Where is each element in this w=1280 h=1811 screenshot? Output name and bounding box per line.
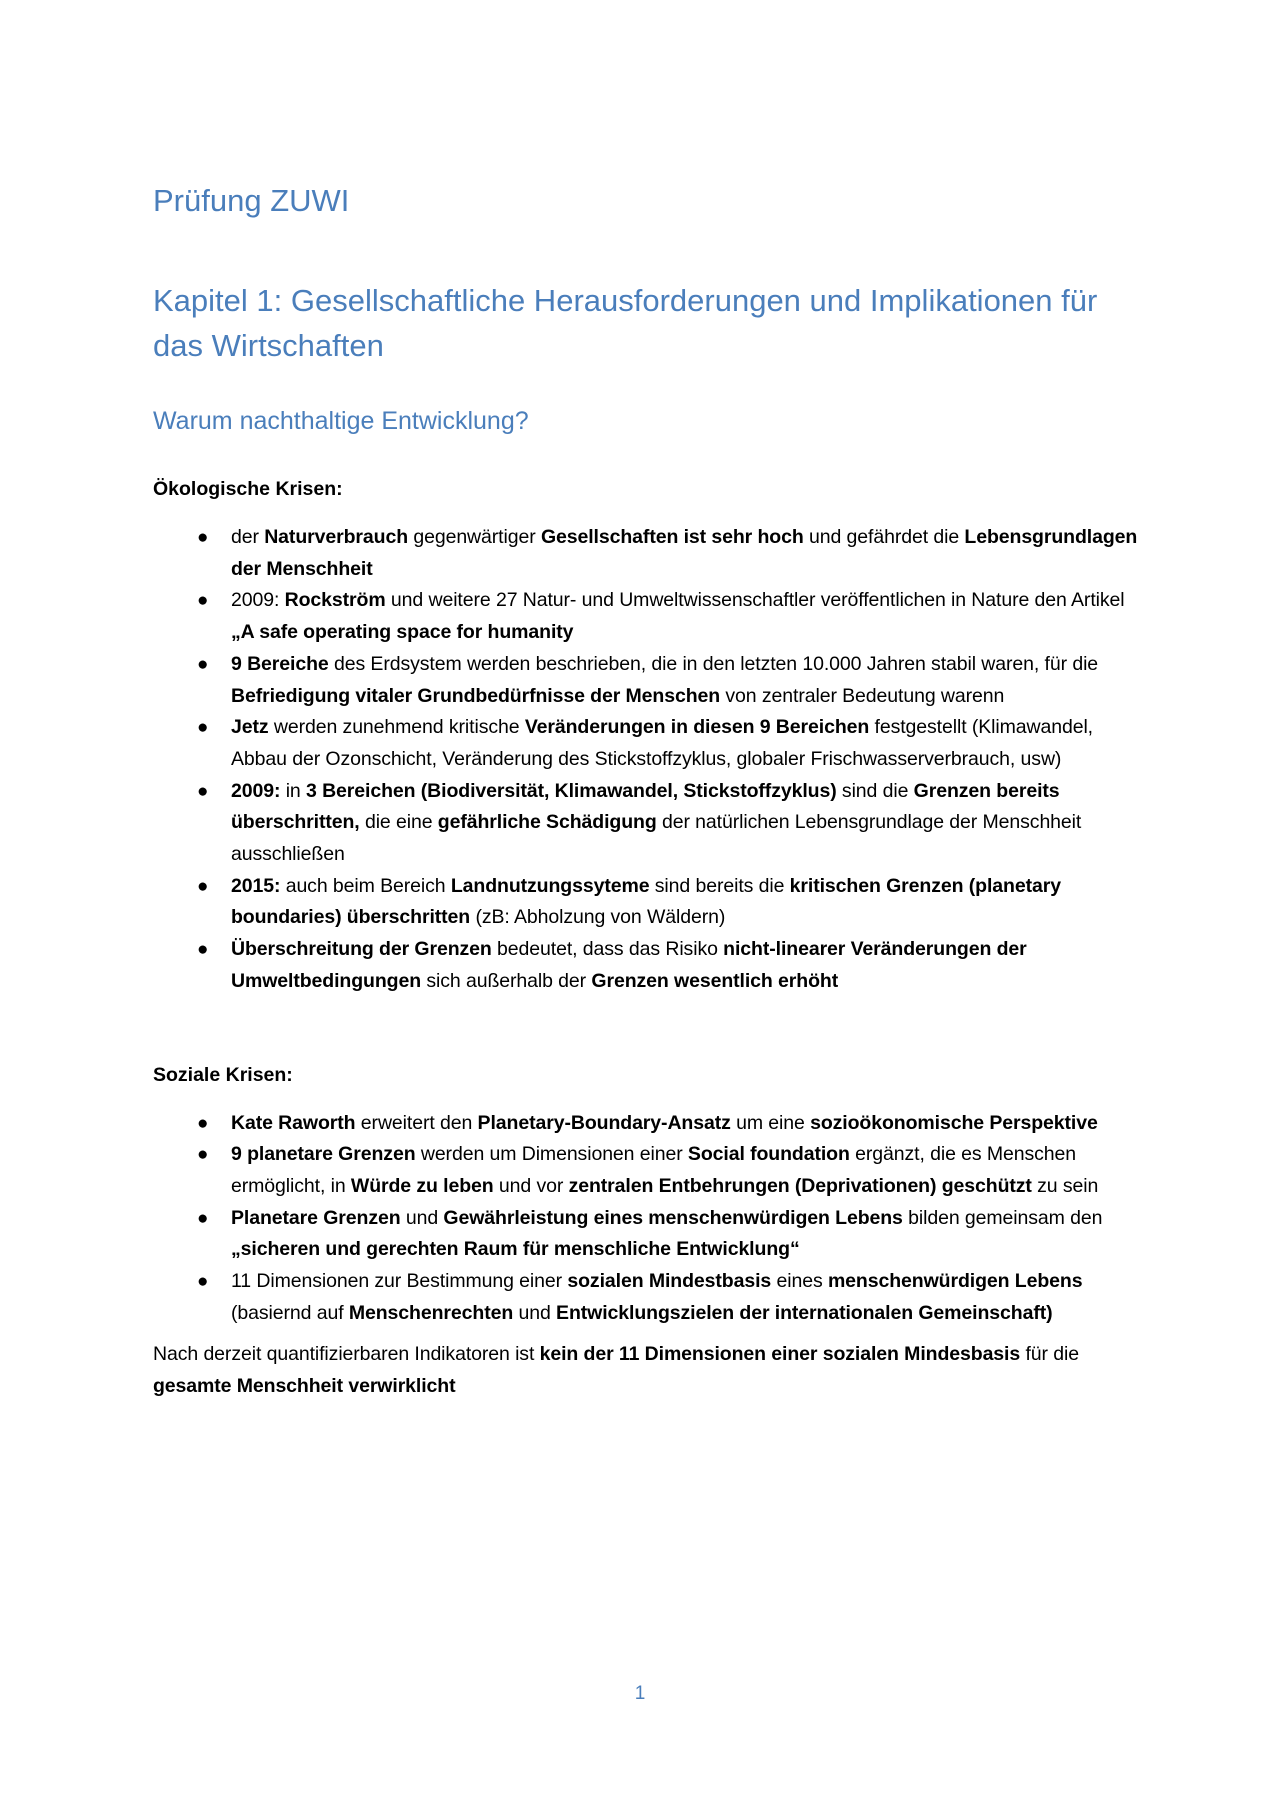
text-run: (basiernd auf — [231, 1301, 349, 1324]
bold-text: Veränderungen in diesen 9 Bereichen — [524, 716, 870, 739]
bold-text: Entwicklungszielen der internationalen Gemeinschaft) — [556, 1301, 1053, 1324]
bold-text: menschenwürdigen Lebens — [827, 1270, 1083, 1293]
bold-text: zentralen Entbehrungen (Deprivationen) geschützt — [568, 1174, 1032, 1197]
text-run: und — [513, 1301, 557, 1324]
text-run: 2009: — [231, 589, 285, 612]
bold-text: Befriedigung vitaler Grundbedürfnisse der Menschen — [231, 684, 721, 707]
text-run: der — [231, 526, 265, 548]
text-run: eines — [771, 1270, 828, 1293]
text-run: der natürlichen Lebensgrundlage der Menschheit ausschließen — [231, 811, 1082, 866]
text-run: (zB: Abholzung von Wäldern) — [470, 906, 726, 929]
social-list-item — [153, 1139, 1138, 1202]
bullet-icon: ● — [197, 717, 209, 739]
text-run: des Erdsystem werden beschrieben, die in den letzten 10.000 Jahren stabil waren, für die — [328, 652, 1099, 675]
page-content — [153, 178, 1138, 1403]
bold-text: 2009: — [231, 779, 281, 802]
closing-paragraph — [153, 1339, 1138, 1402]
text-run: sind bereits die — [649, 874, 790, 897]
social-list-item — [153, 1266, 1138, 1329]
bold-text: Grenzen wesentlich erhöht — [591, 969, 839, 992]
ecological-list-item — [153, 522, 1138, 585]
bullet-icon: ● — [197, 875, 209, 897]
bullet-icon: ● — [197, 1271, 209, 1293]
text-run: festgestellt (Klimawandel, Abbau der Ozonschicht, Veränderung des Stickstoffzyklus, globaler Frischwasserverbrauch, usw) — [231, 716, 1094, 770]
bold-text: Überschreitung der Grenzen — [231, 938, 492, 961]
ecological-list-item — [153, 934, 1138, 997]
bold-text: Landnutzungssyteme — [450, 874, 650, 897]
bold-text: Gewährleistung eines menschenwürdigen Lebens — [443, 1206, 903, 1229]
bold-text: 9 Bereiche — [231, 652, 329, 675]
bold-text: Würde zu leben — [350, 1174, 494, 1197]
text-run: die eine — [359, 811, 438, 834]
bold-text: „sicheren und gerechten Raum für menschliche Entwicklung“ — [231, 1238, 800, 1261]
text-run: und vor — [493, 1174, 569, 1197]
bold-text: Lebensgrundlagen der Menschheit — [231, 526, 1138, 580]
bold-text: kein der 11 Dimensionen einer sozialen Mindesbasis — [539, 1343, 1021, 1366]
bold-text: Planetary-Boundary-Ansatz — [477, 1111, 731, 1134]
bold-text: gesamte Menschheit verwirklicht — [153, 1375, 456, 1398]
bold-text: nicht-linearer Veränderungen der Umweltbedingungen — [231, 938, 1027, 992]
bold-text: Gesellschaften ist sehr hoch — [540, 526, 804, 548]
text-run: und weitere 27 Natur- und Umweltwissenschaftler veröffentlichen in Nature den Artikel — [385, 589, 1125, 612]
bold-text: sozioökonomische Perspektive — [810, 1111, 1098, 1134]
bold-text: kritischen Grenzen (planetary boundaries) überschritten — [231, 874, 1061, 929]
text-run: sich außerhalb der — [421, 969, 592, 992]
bold-text: Menschenrechten — [348, 1301, 514, 1324]
text-run: 11 Dimensionen zur Bestimmung einer — [231, 1270, 568, 1293]
text-run: Nach derzeit quantifizierbaren Indikatoren ist — [153, 1343, 540, 1366]
bold-text: Kate Raworth — [231, 1111, 356, 1134]
ecological-list-item — [153, 712, 1138, 775]
social-list-item — [153, 1108, 1138, 1140]
bullet-icon: ● — [197, 1112, 209, 1134]
text-run: zu sein — [1031, 1174, 1099, 1197]
bold-text: 2015: — [231, 874, 281, 897]
bold-text: Grenzen bereits überschritten, — [231, 779, 1060, 834]
bullet-icon: ● — [197, 780, 209, 802]
text-run: erweitert den — [355, 1111, 478, 1134]
bullet-icon: ● — [197, 590, 209, 612]
bold-text: Rockström — [284, 589, 386, 612]
text-run: bilden gemeinsam den — [902, 1206, 1103, 1229]
bold-text: „A safe operating space for humanity — [231, 621, 574, 644]
bullet-icon: ● — [197, 1207, 209, 1229]
bold-text: 3 Bereichen (Biodiversität, Klimawandel, Stickstoffzyklus) — [306, 779, 837, 802]
section-title: Warum nachthaltige Entwicklung? — [153, 407, 529, 435]
bold-text: 9 planetare Grenzen — [231, 1143, 416, 1166]
text-run: für die — [1020, 1343, 1079, 1366]
ecological-list-item — [153, 776, 1138, 871]
page-number: 1 — [634, 1683, 646, 1704]
ecological-crises-heading: Ökologische Krisen: — [153, 478, 343, 500]
bold-text: Planetare Grenzen — [231, 1206, 401, 1229]
bullet-icon: ● — [197, 939, 209, 961]
social-crises-list — [153, 1108, 1138, 1330]
ecological-list-item — [153, 585, 1138, 648]
text-run: sind die — [836, 779, 914, 802]
chapter-title: Kapitel 1: Gesellschaftliche Herausforderungen und Implikationen für das Wirtschaften — [153, 283, 1098, 363]
bold-text: Naturverbrauch — [264, 526, 409, 548]
text-run: werden zunehmend kritische — [268, 716, 525, 739]
text-run: in — [280, 779, 306, 802]
bold-text: sozialen Mindestbasis — [567, 1270, 772, 1293]
text-run: und gefährdet die — [803, 526, 965, 548]
text-run: werden um Dimensionen einer — [415, 1143, 688, 1166]
social-crises-heading: Soziale Krisen: — [153, 1063, 293, 1086]
text-run: bedeutet, dass das Risiko — [491, 938, 724, 961]
text-run: um eine — [730, 1111, 811, 1134]
ecological-crises-list — [153, 522, 1138, 998]
bold-text: gefährliche Schädigung — [437, 811, 657, 834]
bold-text: Jetz — [231, 716, 269, 739]
ecological-list-item — [153, 871, 1138, 934]
bullet-icon: ● — [197, 653, 209, 675]
text-run: und — [400, 1206, 444, 1229]
text-run: gegenwärtiger — [408, 526, 541, 548]
bullet-icon: ● — [197, 1144, 209, 1166]
text-run: von zentraler Bedeutung warenn — [720, 684, 1005, 707]
text-run: auch beim Bereich — [280, 874, 451, 897]
bold-text: Social foundation — [687, 1143, 850, 1166]
social-list-item — [153, 1203, 1138, 1266]
text-run: ergänzt, die es Menschen ermöglicht, in — [231, 1143, 1077, 1197]
ecological-list-item — [153, 649, 1138, 712]
document-title: Prüfung ZUWI — [153, 183, 350, 218]
bullet-icon: ● — [197, 527, 209, 548]
